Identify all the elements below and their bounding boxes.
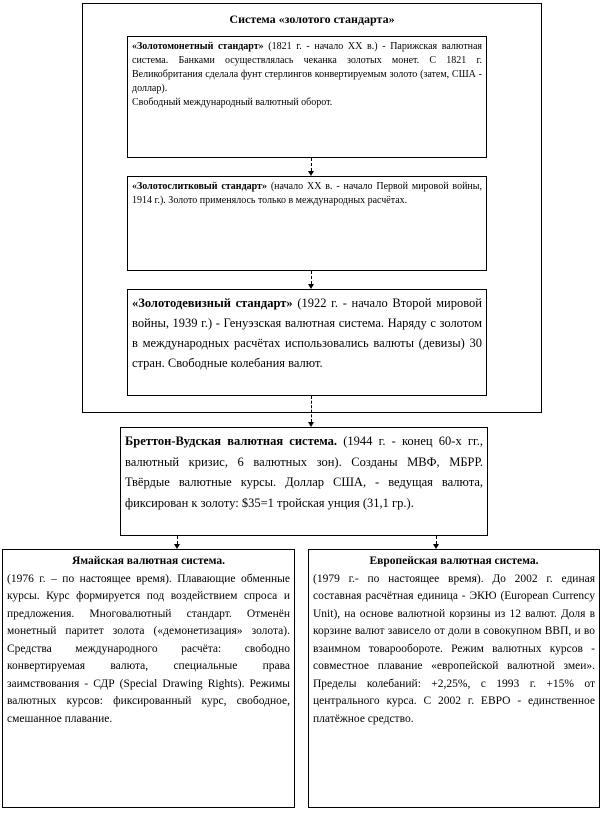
connector-2 <box>311 271 312 284</box>
jamaica-system-heading: Ямайская валютная система. <box>71 555 226 567</box>
european-system-box <box>308 549 600 808</box>
gold-standard-title: Система «золотого стандарта» <box>229 12 395 26</box>
connector-1 <box>311 158 312 171</box>
gold-exchange-standard-heading: «Золотодевизный стандарт» <box>132 296 293 310</box>
gold-exchange-standard-text: (1922 г. - начало Второй мировой войны, 1939 г.) - Генуэзская валютная система. Наряду с золотом в международных расчётах использовались валюты (девизы) 30 стран. Свободные колебания валют. <box>132 296 482 370</box>
european-system-text: (1979 г.- по настоящее время). До 2002 г. единая составная расчётная единица - ЭКЮ (European Currency Unit), на основе валютной корзины из 12 валют. Доля в корзине валют зависело от доли в совокупном ВВП, и во взаимном товарообороте. Режим валютных курсов - совместное плавание «европейской валютной змеи». Пределы колебаний: +2,25%, с 1993 г. +15% от центрального курса. С 2002 г. ЕВРО - единственное платёжное средство. <box>313 572 595 725</box>
bretton-woods-text: (1944 г. - конец 60-х гг., валютный кризис, 6 валютных зон). Созданы МВФ, МБРР. Твёрдые валютные курсы. Доллар США, - ведущая валюта, фиксирован к золоту: $35=1 тройская унция (31,1 гр.). <box>125 434 483 510</box>
bretton-woods-heading: Бреттон-Вудская валютная система. <box>125 434 338 448</box>
jamaica-system-text: (1976 г. – по настоящее время). Плавающие обменные курсы. Курс формируется под воздействием спроса и предложения. Многовалютный стандарт. Отменён монетный паритет золота («демонетизация» золота). Средства международного расчёта: свободно конвертируемая валюта, специальные права заимствования - СДР (Special Drawing Rights). Режимы валютных курсов: фиксированный курс, свободное, смешанное плавание. <box>7 572 290 725</box>
bretton-woods-box <box>120 427 488 536</box>
jamaica-system-box <box>2 549 295 808</box>
gold-bullion-standard-box <box>127 176 487 271</box>
gold-bullion-standard-text: (начало XX в. - начало Первой мировой войны, 1914 г.). Золото применялось только в международных расчётах. <box>132 181 482 206</box>
gold-coin-standard-text: (1821 г. - начало XX в.) - Парижская валютная система. Банками осуществлялась чеканка золотых монет. С 1821 г. Великобритания сделала фунт стерлингов конвертируемым золото (затем, США - доллар). <box>132 41 482 94</box>
gold-coin-standard-heading: «Золотомонетный стандарт» <box>132 41 264 52</box>
gold-coin-standard-box <box>127 36 487 158</box>
connector-4-right <box>436 536 437 544</box>
gold-exchange-standard-box <box>127 289 487 396</box>
european-system-heading: Европейская валютная система. <box>369 555 539 567</box>
connector-3 <box>311 396 312 422</box>
connector-4-left <box>177 536 178 544</box>
gold-bullion-standard-heading: «Золотослитковый стандарт» <box>132 181 267 192</box>
gold-coin-standard-note: Свободный международный валютный оборот. <box>132 97 333 108</box>
